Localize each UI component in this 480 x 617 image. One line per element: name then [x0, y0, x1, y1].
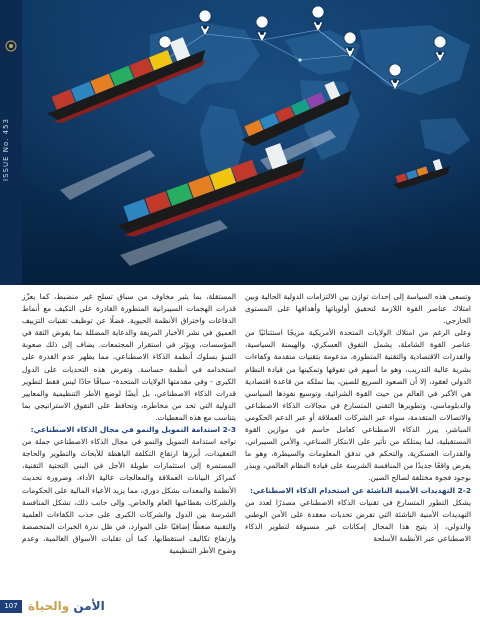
- page-number: 107: [0, 600, 22, 613]
- paragraph: تواجه استدامة التمويل والنمو في مجال الذكاء الاصطناعي جملة من التعقيدات، أبرزها ارتفاع التكلفة الباهظة للأبحاث والتطوير والحاجة المستمرة إلى استثمارات طويلة الأجل في البنى التحتية التقنية، كمراكز البيانات العملاقة والمعالجات عالية الأداء، وضرورة تحديث الأنظمة والمعدات بشكل دوري، مما يزيد الأعباء المالية على الحكومات والشركات بقطاعيها العام والخاص. وإلى جانب ذلك، تشكل المنافسة الشرسة بين الدول والشركات الكبرى على جذب الكفاءات العلمية والتقنية ضغطًا إضافيًا على الموارد، في ظل ندرة الخبرات المتخصصة وارتفاع تكاليف استقطابها، كما أن تقلبات الأسواق العالمية، وعدم وضوح الأطر التنظيمية: [22, 437, 236, 555]
- article-column-left: [22, 291, 236, 557]
- page-footer: [0, 596, 480, 617]
- paragraph: وعلى الرغم من امتلاك الولايات المتحدة الأمريكية مزيجًا استثنائيًا من عناصر القوة الشاملة، يشمل التفوق العسكري، والهيمنة السياسية، والقدرات الاقتصادية والتقنية المتطورة، مدعومة بتقنيات متقدمة وكفاءات بشرية عالية التدريب، وهو ما أسهم في تفوقها وتمكينها من قيادة النظام الدولي لعقود، إلا أن الصعود السريع للصين، بما تملكه من قاعدة اقتصادية هي الأكبر في العالم من حيث القوة الشرائية، وتوسيع نفوذها السياسي والدبلوماسي، وتطويرها التقني المتسارع في مجالات الذكاء الاصطناعي والاتصالات المتقدمة، سواء عبر الشركات العملاقة أو عبر الدعم الحكومي المباشر، يبرز الذكاء الاصطناعي كعامل حاسم في موازين القوة المستقبلية، لما يمتلكه من تأثير على الابتكار الصناعي، والأمن السيبراني، والقدرات العسكرية، والتحكم في تدفق المعلومات والسيطرة، وهو ما يفرض واقعًا جديدًا من المنافسة الشرسة على قيادة النظام العالمي، وينذر بوجود فجوة مختلفة لصالح الصين.: [245, 328, 471, 483]
- section-heading: 2-2 التهديدات الأمنية الناشئة عن استخدام الذكاء الاصطناعي:: [250, 485, 471, 495]
- paragraph: يشكل التطور المتسارع في تقنيات الذكاء الاصطناعي مصدرًا لعدد من التهديدات الأمنية الناشئة التي تفرض تحديات معقدة على الأمن الوطني والدولي، إذ يتيح هذا المجال إمكانات غير مسبوقة لتطوير الذكاء الاصطناعي عبر الأنظمة الأسلحة: [245, 497, 471, 543]
- side-strip: [0, 0, 22, 285]
- ships-map-illustration: [0, 0, 480, 285]
- issue-number: ISSUE No. 453: [2, 118, 10, 182]
- magazine-title-word: الأمن: [73, 599, 105, 613]
- magazine-title: [28, 597, 105, 615]
- magazine-title-word: والحياة: [28, 599, 70, 613]
- section-heading: 2-3 استدامة التمويل والنمو في مجال الذكاء الاصطناعي:: [30, 425, 236, 435]
- article-column-right: [245, 291, 471, 545]
- emblem-icon: [5, 40, 17, 52]
- paragraph: وتسعى هذه السياسة إلى إحداث توازن بين الالتزامات الدولية الحالية وبين امتلاك عناصر القوة اللازمة لتحقيق أولوياتها وأهدافها على المستوى الخارجي.: [245, 292, 471, 326]
- paragraph: المستقلة، بما يثير مخاوف من سباق تسلح غير منضبط، كما يعزّز قدرات الهجمات السيبرانية المتطورة القادرة على التكيف مع أنماط الدفاعات واختراق الأنظمة الحيوية. فضلًا عن توظيف تقنيات التزييف العميق في نشر الأخبار المزيفة والدعاية المضللة بما يقوض الثقة في المؤسسات، ويؤثر في استقرار المجتمعات. يضاف إلى ذلك صعوبة التنبؤ بسلوك أنظمة الذكاء الاصطناعي، مما يظهر عدم القدرة على استخدامه في أنظمة حساسة. وتفرض هذه التحديات على الدول الكبرى - وفي مقدمتها الولايات المتحدة- سباقًا حادًا ليس فقط لتطوير قدرات الذكاء الاصطناعي، بل أيضًا لوضع الأطر التنظيمية والمعايير الدولية التي تحد من مخاطره، وتحافظ على التفوق الاستراتيجي بما يتناسب مع هذه المعطيات.: [22, 292, 236, 422]
- hero-image: [0, 0, 480, 285]
